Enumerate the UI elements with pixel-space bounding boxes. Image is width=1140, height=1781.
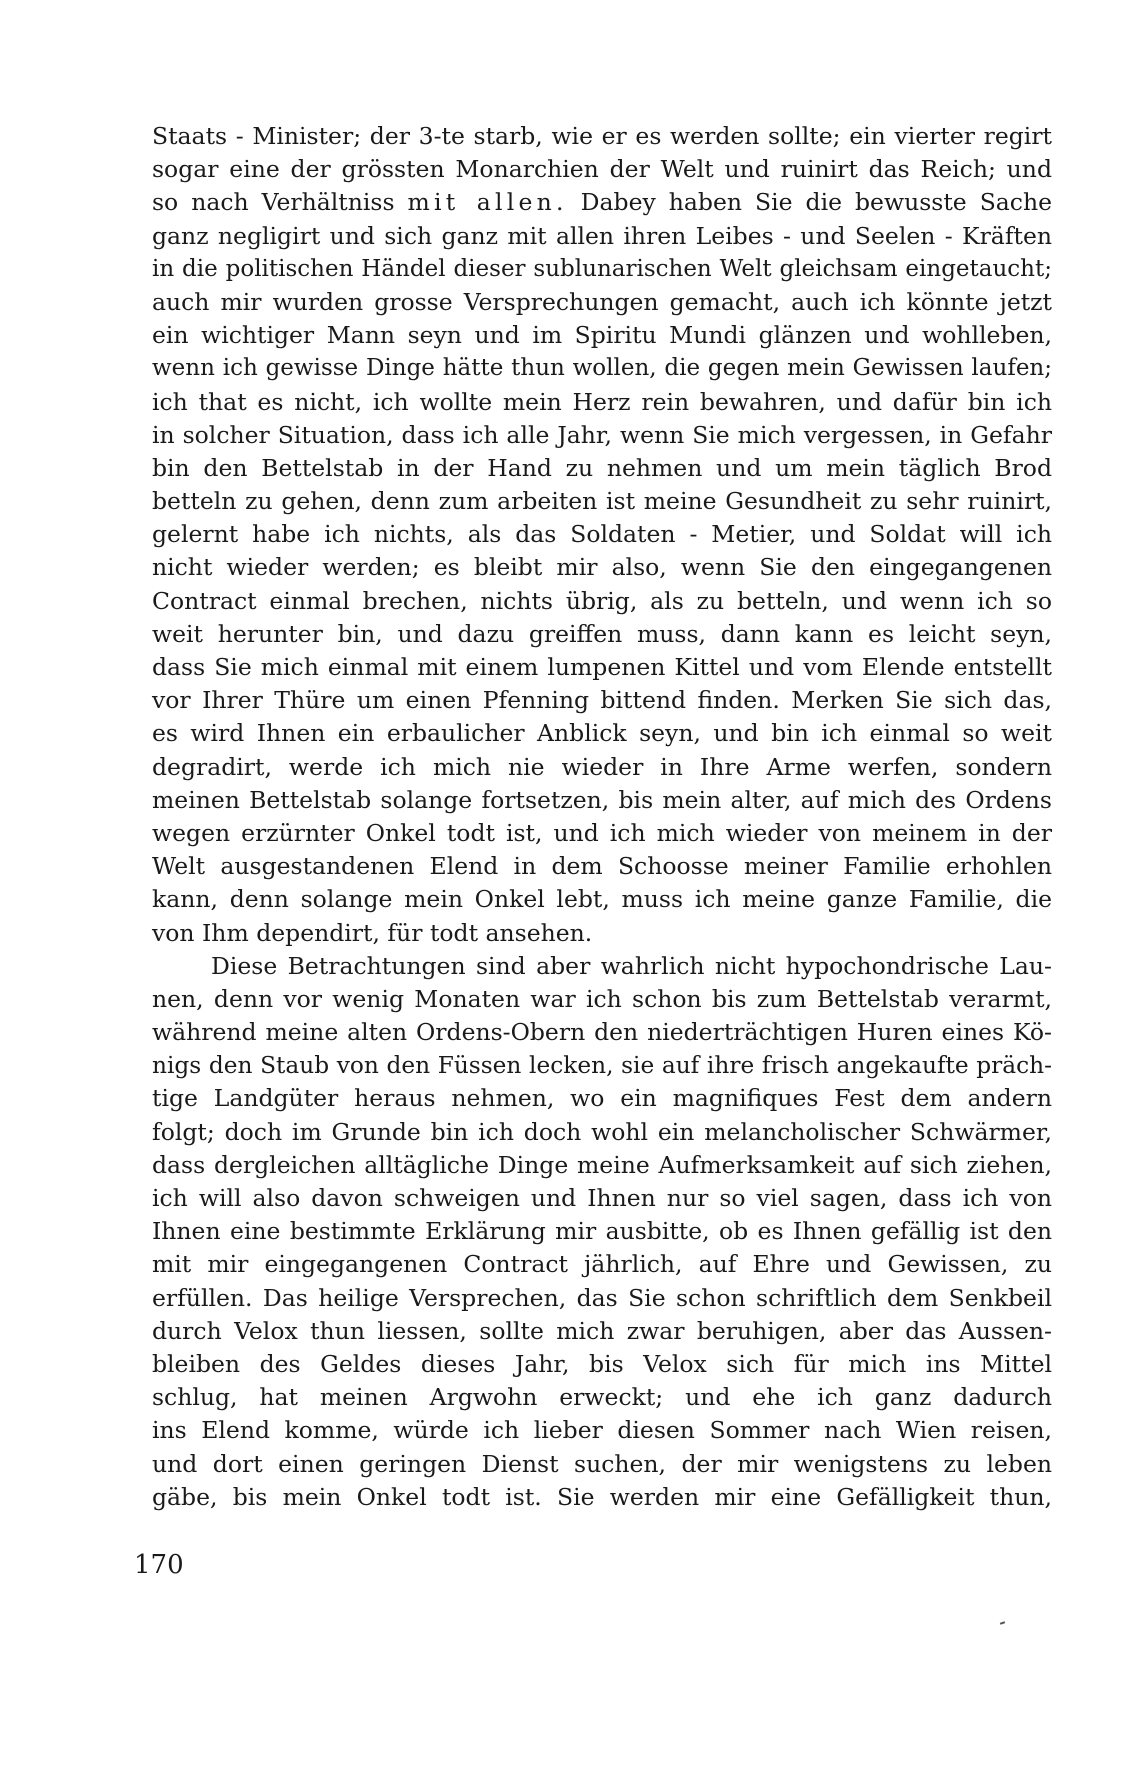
page-number: 170 <box>134 1550 184 1580</box>
text-line: kann, denn solange mein Onkel lebt, muss ich meine ganze Familie, die <box>152 885 1052 914</box>
text-line: auch mir wurden grosse Versprechungen gemacht, auch ich könnte jetzt <box>152 287 1052 316</box>
text-line: in solcher Situation, dass ich alle Jahr, wenn Sie mich vergessen, in Gefahr <box>152 420 1052 449</box>
text-line: meinen Bettelstab solange fortsetzen, bis mein alter, auf mich des Ordens <box>152 785 1052 814</box>
text-fragment: so nach Verhältniss <box>152 188 408 217</box>
text-line: und dort einen geringen Dienst suchen, der mir wenigstens zu leben <box>152 1449 1052 1478</box>
scan-speck <box>1000 1621 1005 1625</box>
text-line: ich that es nicht, ich wollte mein Herz rein bewahren, und dafür bin ich <box>152 387 1052 416</box>
text-line: gäbe, bis mein Onkel todt ist. Sie werden mir eine Gefälligkeit thun, <box>152 1482 1052 1511</box>
text-line: in die politischen Händel dieser sublunarischen Welt gleichsam eingetaucht; <box>152 255 1052 282</box>
text-line: bin den Bettelstab in der Hand zu nehmen und um mein täglich Brod <box>152 453 1052 482</box>
text-fragment: Dabey haben Sie die bewusste Sache <box>567 188 1053 217</box>
text-line: betteln zu gehen, denn zum arbeiten ist meine Gesundheit zu sehr ruinirt, <box>152 487 1052 516</box>
text-line: dass dergleichen alltägliche Dinge meine Aufmerksamkeit auf sich ziehen, <box>152 1150 1052 1179</box>
text-line: gelernt habe ich nichts, als das Soldaten - Metier, und Soldat will ich <box>152 520 1052 549</box>
text-line <box>152 186 1052 219</box>
text-line: durch Velox thun liessen, sollte mich zwar beruhigen, aber das Aussen- <box>152 1316 1052 1345</box>
text-line: ich will also davon schweigen und Ihnen nur so viel sagen, dass ich von <box>152 1184 1052 1212</box>
text-line: Ihnen eine bestimmte Erklärung mir ausbitte, ob es Ihnen gefällig ist den <box>152 1217 1052 1246</box>
text-line: während meine alten Ordens-Obern den niederträchtigen Huren eines Kö- <box>152 1018 1052 1047</box>
text-line: bleiben des Geldes dieses Jahr, bis Velox sich für mich ins Mittel <box>152 1349 1052 1378</box>
text-line: nicht wieder werden; es bleibt mir also, wenn Sie den eingegangenen <box>152 553 1052 582</box>
text-line: folgt; doch im Grunde bin ich doch wohl ein melancholischer Schwärmer, <box>152 1117 1052 1146</box>
text-line: ganz negligirt und sich ganz mit allen ihren Leibes - und Seelen - Kräften <box>152 221 1052 250</box>
text-line: wegen erzürnter Onkel todt ist, und ich mich wieder von meinem in der <box>152 818 1052 847</box>
text-line: mit mir eingegangenen Contract jährlich, auf Ehre und Gewissen, zu <box>152 1250 1052 1279</box>
text-line: wenn ich gewisse Dinge hätte thun wollen, die gegen mein Gewissen laufen; <box>152 355 1052 382</box>
text-line: nen, denn vor wenig Monaten war ich schon bis zum Bettelstab verarmt, <box>152 984 1052 1013</box>
text-line: Contract einmal brechen, nichts übrig, als zu betteln, und wenn ich so <box>152 586 1052 615</box>
text-line: ein wichtiger Mann seyn und im Spiritu Mundi glänzen und wohlleben, <box>152 321 1052 350</box>
body-text <box>152 120 1052 1514</box>
paragraph-end-line: von Ihm dependirt, für todt ansehen. <box>152 918 593 947</box>
text-line: erfüllen. Das heilige Versprechen, das Sie schon schriftlich dem Senkbeil <box>152 1283 1052 1312</box>
paragraph-start-line: Diese Betrachtungen sind aber wahrlich nicht hypochondrische Lau- <box>211 951 1052 980</box>
text-line: weit herunter bin, und dazu greiffen muss, dann kann es leicht seyn, <box>152 619 1052 648</box>
text-line: Staats - Minister; der 3-te starb, wie er es werden sollte; ein vierter regirt <box>152 122 1052 150</box>
text-line: nigs den Staub von den Füssen lecken, sie auf ihre frisch angekaufte präch- <box>152 1052 1052 1080</box>
text-line: vor Ihrer Thüre um einen Pfenning bittend finden. Merken Sie sich das, <box>152 686 1052 715</box>
text-line: sogar eine der grössten Monarchien der Welt und ruinirt das Reich; und <box>152 155 1052 184</box>
text-line: ins Elend komme, würde ich lieber diesen Sommer nach Wien reisen, <box>152 1416 1052 1445</box>
text-line: es wird Ihnen ein erbaulicher Anblick seyn, und bin ich einmal so weit <box>152 719 1052 748</box>
text-line: Welt ausgestandenen Elend in dem Schoosse meiner Familie erhohlen <box>152 852 1052 881</box>
spaced-emphasis: mit allen. <box>407 188 568 217</box>
text-line: dass Sie mich einmal mit einem lumpenen Kittel und vom Elende entstellt <box>152 653 1052 681</box>
text-line: schlug, hat meinen Argwohn erweckt; und ehe ich ganz dadurch <box>152 1383 1052 1412</box>
text-line: tige Landgüter heraus nehmen, wo ein magnifiques Fest dem andern <box>152 1084 1052 1113</box>
text-line: degradirt, werde ich mich nie wieder in Ihre Arme werfen, sondern <box>152 752 1052 781</box>
